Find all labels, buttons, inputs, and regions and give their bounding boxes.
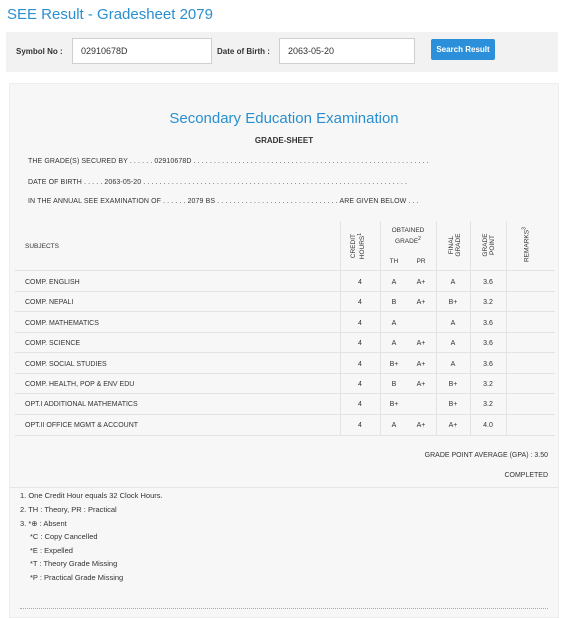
subject-name: COMP. MATHEMATICS	[25, 320, 99, 327]
final-grade: A	[450, 279, 456, 286]
pr-grade: A+	[416, 422, 426, 429]
grid-line	[15, 414, 555, 415]
th-grade: B	[391, 299, 397, 306]
gradesheet	[9, 83, 559, 618]
final-grade: B+	[448, 299, 458, 306]
obtained-text: OBTAINED	[391, 227, 425, 234]
dotted-divider	[20, 608, 548, 609]
subject-name: OPT.I ADDITIONAL MATHEMATICS	[25, 401, 138, 408]
credit-hours-header	[350, 231, 366, 261]
final-text: FINAL	[448, 235, 455, 255]
divider	[10, 487, 558, 488]
note-item: 2. TH : Theory, PR : Practical	[20, 505, 117, 514]
th-grade: A	[391, 320, 397, 327]
final-grade: A	[450, 320, 456, 327]
grid-line	[15, 435, 555, 436]
th-grade: A	[391, 422, 397, 429]
grade-point: 3.6	[483, 361, 493, 368]
final-grade: B+	[448, 401, 458, 408]
grade-point: 3.2	[483, 381, 493, 388]
secured-by-line: THE GRADE(S) SECURED BY . . . . . . 02910678D . . . . . . . . . . . . . . . . . . . . . . . . . . . . . . . . . . . . . . . . . . . . . . . . . . . . . . . . . .	[28, 158, 429, 165]
note-item: *E : Expelled	[30, 546, 73, 555]
subject-name: COMP. SOCIAL STUDIES	[25, 361, 107, 368]
subject-name: COMP. HEALTH, POP & ENV EDU	[25, 381, 135, 388]
grade-text: GRADE$^2$	[395, 236, 421, 246]
final-grade: A	[450, 340, 456, 347]
th-grade: A	[391, 340, 397, 347]
search-result-button[interactable]: Search Result	[431, 39, 495, 60]
dob-input[interactable]: 2063-05-20	[279, 38, 415, 64]
symbol-input[interactable]: 02910678D	[72, 38, 212, 64]
th-grade: B+	[389, 401, 399, 408]
note-item: *P : Practical Grade Missing	[30, 573, 124, 582]
obtained-grade-header	[382, 227, 434, 245]
final-grade-text: GRADE	[455, 233, 462, 257]
grid-line	[15, 332, 555, 333]
subject-name: OPT.II OFFICE MGMT & ACCOUNT	[25, 422, 139, 429]
th-header: TH	[389, 258, 399, 265]
final-grade: A	[450, 361, 456, 368]
credit-hour: 4	[358, 299, 362, 306]
credit-hour: 4	[358, 340, 362, 347]
grid-line	[15, 270, 555, 271]
grade-point: 3.6	[483, 320, 493, 327]
grade-point: 3.2	[483, 401, 493, 408]
hours-text: HOURS$^1$	[356, 232, 367, 260]
note-item: 1. One Credit Hour equals 32 Clock Hours.	[20, 491, 163, 500]
grid-line	[15, 311, 555, 312]
exam-year-line: IN THE ANNUAL SEE EXAMINATION OF . . . . . . 2079 BS . . . . . . . . . . . . . . . . . . . . . . . . . . . . . . ARE GIVEN BELOW . . .	[28, 198, 419, 205]
final-grade-header	[448, 230, 462, 260]
grade-point: 3.6	[483, 340, 493, 347]
page-title: SEE Result - Gradesheet 2079	[7, 6, 213, 23]
subject-name: COMP. NEPALI	[25, 299, 74, 306]
pr-grade: A+	[416, 340, 426, 347]
pr-grade: A+	[416, 279, 426, 286]
grid-line	[470, 221, 471, 436]
grid-line	[15, 373, 555, 374]
pr-grade: A+	[416, 381, 426, 388]
pr-grade: A+	[416, 361, 426, 368]
point-text: POINT	[489, 235, 496, 255]
subject-name: COMP. SCIENCE	[25, 340, 81, 347]
th-grade: B+	[389, 361, 399, 368]
pr-header: PR	[416, 258, 426, 265]
credit-hour: 4	[358, 381, 362, 388]
final-grade: A+	[448, 422, 458, 429]
credit-hour: 4	[358, 401, 362, 408]
note-item: 3. *⊕ : Absent	[20, 519, 67, 528]
grid-line	[436, 221, 437, 436]
grade-point-header	[482, 230, 496, 260]
credit-hour: 4	[358, 320, 362, 327]
search-bar	[6, 32, 558, 72]
exam-title: Secondary Education Examination	[169, 110, 399, 127]
dob-label: Date of Birth :	[217, 47, 270, 56]
remarks-header: REMARKS$^3$	[521, 227, 531, 263]
grade-point: 4.0	[483, 422, 493, 429]
th-grade: B	[391, 381, 397, 388]
grade-point: 3.2	[483, 299, 493, 306]
grid-line	[15, 291, 555, 292]
th-grade: A	[391, 279, 397, 286]
grid-line	[15, 352, 555, 353]
subjects-header: SUBJECTS	[25, 243, 59, 250]
gpa-text: GRADE POINT AVERAGE (GPA) : 3.50	[424, 452, 548, 459]
symbol-label: Symbol No :	[16, 47, 63, 56]
credit-hour: 4	[358, 422, 362, 429]
credit-hour: 4	[358, 361, 362, 368]
note-item: *T : Theory Grade Missing	[30, 559, 118, 568]
gradesheet-subtitle: GRADE-SHEET	[254, 136, 314, 145]
grid-line	[15, 393, 555, 394]
grid-line	[340, 221, 341, 436]
status-text: COMPLETED	[504, 472, 548, 479]
dob-line: DATE OF BIRTH . . . . . 2063-05-20 . . . . . . . . . . . . . . . . . . . . . . . . . . . . . . . . . . . . . . . . . . . . . . . . . . . . . . . . . . . . . . . . .	[28, 179, 408, 186]
gradep-text: GRADE	[482, 233, 489, 257]
final-grade: B+	[448, 381, 458, 388]
grade-point: 3.6	[483, 279, 493, 286]
grid-line	[380, 221, 381, 436]
pr-grade: A+	[416, 299, 426, 306]
credit-text: CREDIT	[349, 233, 357, 259]
grid-line	[506, 221, 507, 436]
subject-name: COMP. ENGLISH	[25, 279, 80, 286]
note-item: *C : Copy Cancelled	[30, 532, 98, 541]
credit-hour: 4	[358, 279, 362, 286]
